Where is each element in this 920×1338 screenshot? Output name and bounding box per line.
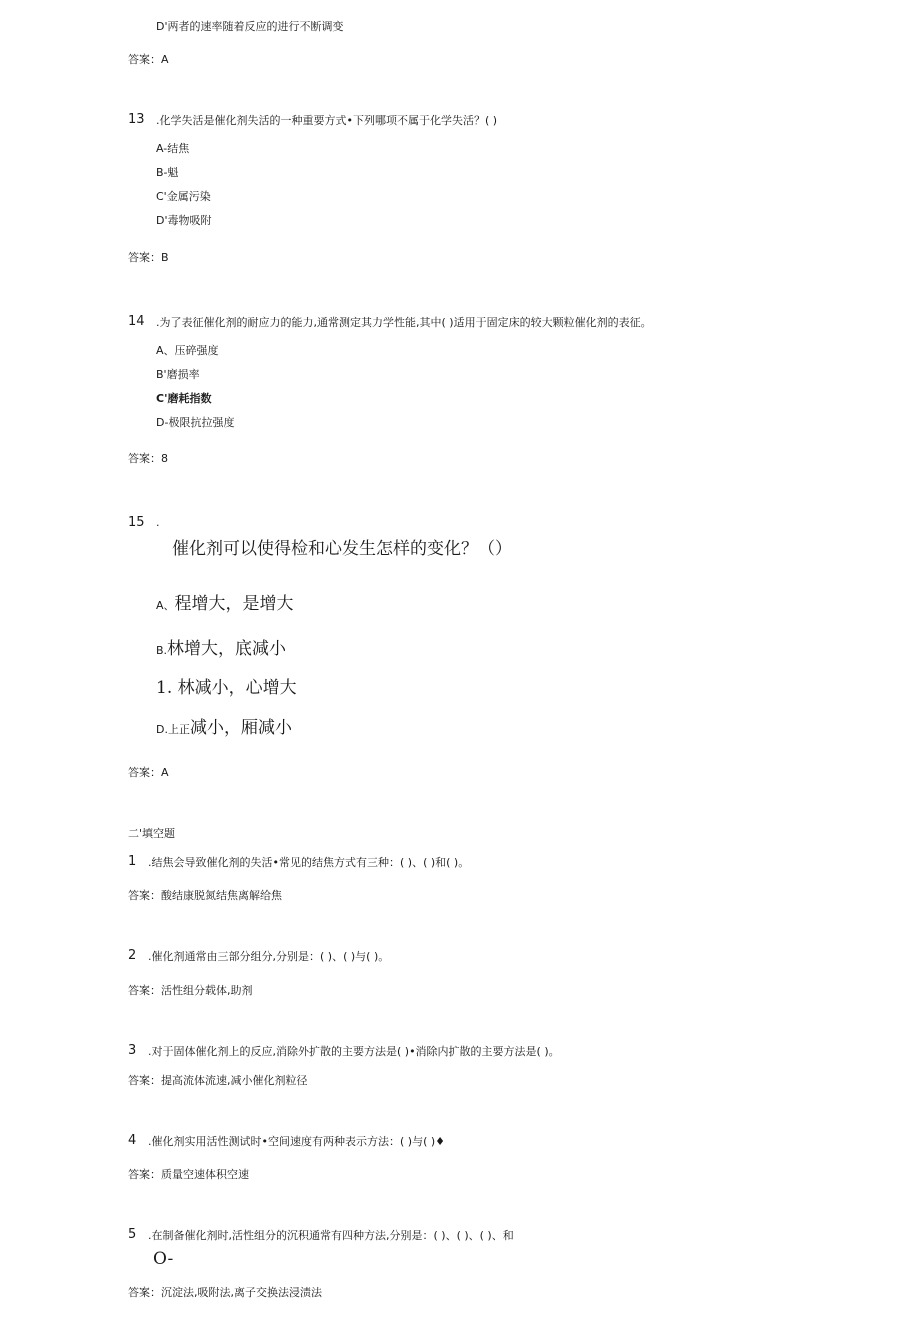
fill-5-answer: 答案：沉淀法,吸附法,离子交换法浸渍法 (128, 1286, 322, 1299)
q13-option-b: B-魁 (156, 166, 179, 179)
fill-3-number: 3 (128, 1043, 137, 1058)
q13-text: .化学失活是催化剂失活的一种重要方式•下列哪项不属于化学失活？( ) (156, 114, 498, 127)
q15-option-d-prefix: D.上正 (156, 723, 190, 736)
q13-option-d: D'毒物吸附 (156, 214, 212, 227)
q13-answer: 答案：B (128, 251, 169, 264)
q15-option-b-prefix: B. (156, 644, 168, 657)
q14-option-b: B'磨损率 (156, 368, 200, 381)
q14-option-d: D-极限抗拉强度 (156, 416, 235, 429)
q14-number: 14 (128, 314, 145, 329)
q14-option-a: A、压碎强度 (156, 344, 219, 357)
fill-1-text: .结焦会导致催化剂的失活•常见的结焦方式有三种：( )、( )和( )。 (148, 856, 470, 869)
fill-2-answer: 答案：活性组分载体,助剂 (128, 984, 253, 997)
q14-text: .为了表征催化剂的耐应力的能力,通常测定其力学性能,其中( )适用于固定床的较大颗粒催化剂的表征。 (156, 316, 652, 329)
fill-4-text: .催化剂实用活性测试时•空间速度有两种表示方法：( )与( )♦ (148, 1135, 446, 1148)
q15-option-b-text: 林增大，底减小 (167, 639, 287, 659)
q15-option-a-prefix: A、 (156, 599, 175, 612)
q13-option-c: C'金属污染 (156, 190, 211, 203)
fill-2-text: .催化剂通常由三部分组分,分别是：( )、( )与( )。 (148, 950, 390, 963)
q15-option-a-text: 程增大，是增大 (174, 594, 294, 614)
section2-title: 二'填空题 (128, 827, 176, 840)
q15-option-a (156, 593, 294, 615)
q15-dot: . (156, 516, 160, 529)
q14-option-c: C'磨耗指数 (156, 392, 212, 405)
q15-text: 催化剂可以使得检和心发生怎样的变化？（） (172, 539, 512, 559)
q15-answer: 答案：A (128, 766, 169, 779)
q13-option-a: A-结焦 (156, 142, 190, 155)
fill-4-number: 4 (128, 1133, 137, 1148)
q15-number: 15 (128, 515, 145, 530)
fill-5-text: .在制备催化剂时,活性组分的沉积通常有四种方法,分别是：( )、( )、( )、和 (148, 1229, 514, 1242)
q15-option-d (156, 717, 292, 739)
fill-5-number: 5 (128, 1227, 137, 1242)
fill-3-answer: 答案：提高流体流速,减小催化剂粒径 (128, 1074, 308, 1087)
fill-1-number: 1 (128, 854, 137, 869)
q15-option-d-text: 减小，厢减小 (189, 718, 292, 738)
fill-1-answer: 答案：酸结康脱氮结焦离解给焦 (128, 889, 282, 902)
q12-option-d: D'两者的速率随着反应的进行不断调变 (156, 20, 344, 33)
q15-option-b (156, 638, 286, 660)
q12-answer: 答案：A (128, 53, 169, 66)
fill-5-continuation: O- (153, 1249, 174, 1269)
fill-3-text: .对于固体催化剂上的反应,消除外扩散的主要方法是( )•消除内扩散的主要方法是( )。 (148, 1045, 560, 1058)
fill-2-number: 2 (128, 948, 137, 963)
fill-4-answer: 答案：质量空速体积空速 (128, 1168, 249, 1181)
q13-number: 13 (128, 112, 145, 127)
q15-option-c: 1. 林减小，心增大 (156, 678, 297, 698)
q14-answer: 答案：8 (128, 452, 168, 465)
